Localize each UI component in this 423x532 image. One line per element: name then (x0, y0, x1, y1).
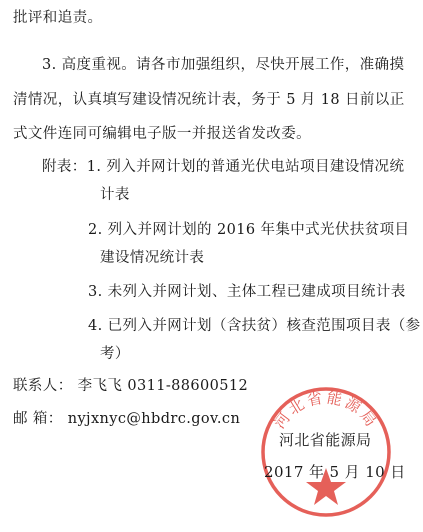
signature-org: 河北省能源局 (279, 431, 372, 449)
appendix-item-4-cont: 考） (100, 346, 130, 362)
email-line: 邮 箱： nyjxnyc@hbdrc.gov.cn (13, 411, 241, 427)
official-seal (258, 384, 394, 520)
text-line-2: 3. 高度重视。请各市加强组织，尽快开展工作，准确摸 (42, 57, 405, 73)
appendix-item-1-cont: 计表 (100, 187, 130, 203)
text-line-1: 批评和追责。 (13, 10, 103, 26)
seal-text: 河北省能源局 (270, 388, 382, 433)
appendix-item-4: 4. 已列入并网计划（含扶贫）核查范围项目表（参 (88, 318, 421, 334)
appendix-item-2-cont: 建设情况统计表 (100, 250, 205, 266)
signature-date: 2017 年 5 月 10 日 (264, 463, 406, 481)
official-seal-icon (258, 384, 394, 520)
text-line-4: 式文件连同可编辑电子版一并报送省发改委。 (13, 126, 311, 142)
appendix-item-1: 附表：1. 列入并网计划的普通光伏电站项目建设情况统 (42, 159, 405, 175)
contact-person-line: 联系人： 李飞飞 0311-88600512 (13, 378, 249, 394)
text-line-3: 清情况，认真填写建设情况统计表，务于 5 月 18 日前以正 (13, 92, 405, 108)
appendix-item-3: 3. 未列入并网计划、主体工程已建成项目统计表 (88, 284, 406, 300)
appendix-item-2: 2. 列入并网计划的 2016 年集中式光伏扶贫项目 (88, 222, 410, 238)
